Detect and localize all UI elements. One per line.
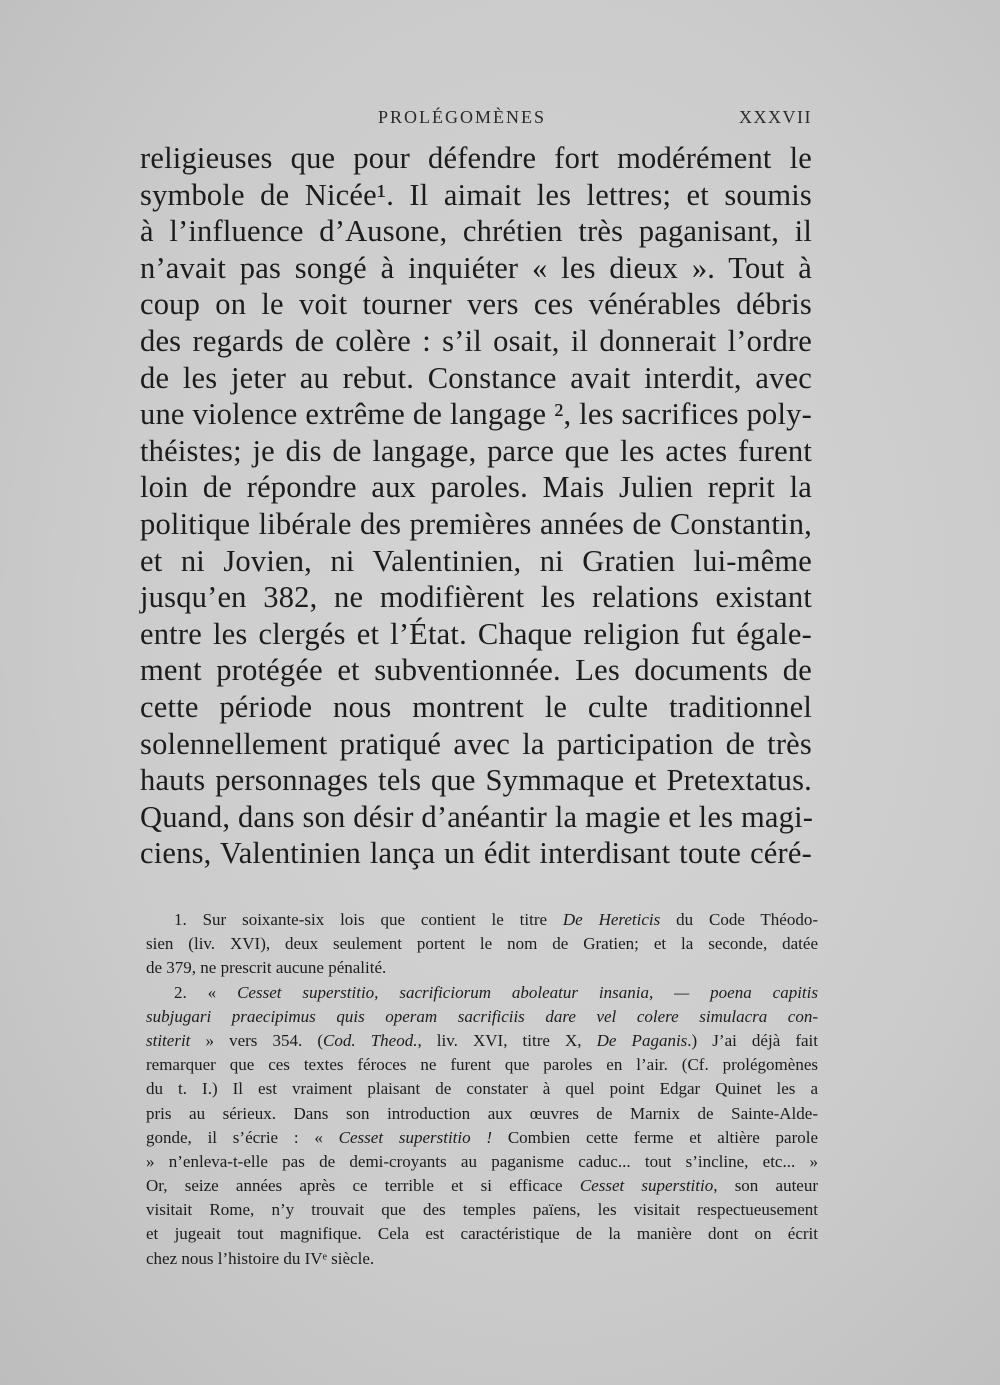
- footnote-2-line: et jugeait tout magnifique. Cela est caractéristique de la manière dont on écrit: [146, 1224, 818, 1244]
- text-line: des regards de colère : s’il osait, il donnerait l’ordre: [140, 323, 812, 358]
- text-line: hauts personnages tels que Symmaque et Pretextatus.: [140, 763, 812, 798]
- text-line: une violence extrême de langage ², les sacrifices poly-: [140, 397, 812, 432]
- page-number: XXXVII: [739, 107, 812, 127]
- footnote-2-line: chez nous l’histoire du IVᵉ siècle.: [146, 1248, 375, 1268]
- text-line: cette période nous montrent le culte traditionnel: [140, 689, 812, 724]
- text-line: théistes; je dis de langage, parce que les actes furent: [140, 433, 812, 468]
- text-line: loin de répondre aux paroles. Mais Julien reprit la: [140, 470, 812, 505]
- text-line: entre les clergés et l’État. Chaque religion fut égale-: [140, 616, 812, 651]
- text-line: politique libérale des premières années de Constantin,: [140, 506, 812, 541]
- text-line: ciens, Valentinien lança un édit interdisant toute céré-: [140, 836, 812, 871]
- footnote-2-line: 2. « Cesset superstitio, sacrificiorum aboleatur insania, — poena capitis: [174, 982, 818, 1002]
- footnote-2-line: subjugari praecipimus quis operam sacrificiis dare vel colere simulacra con-: [146, 1006, 818, 1026]
- running-head: [140, 103, 812, 133]
- text-line: et ni Jovien, ni Valentinien, ni Gratien lui-même: [140, 543, 812, 578]
- running-title: PROLÉGOMÈNES: [378, 107, 547, 127]
- footnote-2-line: » n’enleva-t-elle pas de demi-croyants au paganisme caduc... tout s’incline, etc... »: [146, 1151, 818, 1171]
- text-line: religieuses que pour défendre fort modérément le: [140, 141, 812, 175]
- text-line: coup on le voit tourner vers ces vénérables débris: [140, 287, 812, 322]
- footnote-1-line: sien (liv. XVI), deux seulement portent le nom de Gratien; et la seconde, datée: [146, 934, 818, 954]
- footnotes: [146, 908, 818, 1271]
- main-text: [140, 140, 812, 872]
- footnote-2-line: du t. I.) Il est vraiment plaisant de constater à quel point Edgar Quinet les a: [146, 1079, 818, 1099]
- text-line: à l’influence d’Ausone, chrétien très paganisant, il: [140, 214, 812, 249]
- text-line: symbole de Nicée¹. Il aimait les lettres; et soumis: [140, 177, 812, 212]
- footnote-2-line: gonde, il s’écrie : « Cesset superstitio ! Combien cette ferme et altière parole: [146, 1127, 818, 1147]
- text-line: ment protégée et subventionnée. Les documents de: [140, 653, 812, 688]
- footnote-1-line: de 379, ne prescrit aucune pénalité.: [146, 958, 387, 978]
- footnote-2-line: Or, seize années après ce terrible et si efficace Cesset superstitio, son auteur: [146, 1176, 818, 1196]
- text-line: Quand, dans son désir d’anéantir la magie et les magi-: [140, 799, 814, 834]
- text-line: solennellement pratiqué avec la participation de très: [140, 726, 812, 761]
- footnote-1-line: 1. Sur soixante-six lois que contient le titre De Hereticis du Code Théodo-: [174, 910, 819, 929]
- text-line: jusqu’en 382, ne modifièrent les relations existant: [140, 580, 812, 615]
- footnote-2-line: stiterit » vers 354. (Cod. Theod., liv. XVI, titre X, De Paganis.) J’ai déjà fait: [146, 1030, 818, 1050]
- text-line: n’avait pas songé à inquiéter « les dieux ». Tout à: [140, 250, 812, 285]
- footnote-2-line: remarquer que ces textes féroces ne furent que paroles en l’air. (Cf. prolégomènes: [146, 1055, 818, 1075]
- text-line: de les jeter au rebut. Constance avait interdit, avec: [140, 360, 812, 395]
- footnote-2-line: visitait Rome, n’y trouvait que des temples païens, les visitait respectueusement: [146, 1200, 818, 1220]
- footnote-2-line: pris au sérieux. Dans son introduction aux œuvres de Marnix de Sainte-Alde-: [146, 1103, 818, 1123]
